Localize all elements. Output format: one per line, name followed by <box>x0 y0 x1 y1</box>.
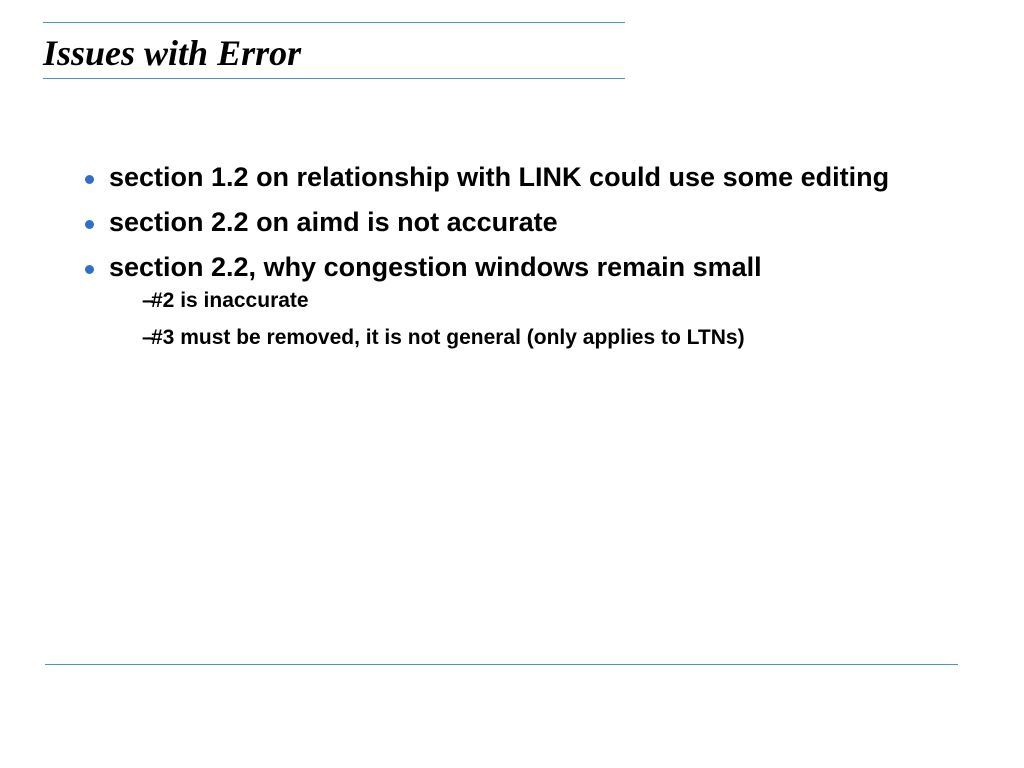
dash-icon: – <box>142 289 154 312</box>
sub-bullet-item <box>119 325 924 351</box>
bullet-item <box>84 160 924 194</box>
title-underline-rule <box>43 78 625 79</box>
dash-icon: – <box>142 326 154 349</box>
sub-bullet-item <box>119 288 924 314</box>
bullet-dot-icon <box>85 265 94 274</box>
sub-bullet-list <box>109 288 924 351</box>
bullet-dot-icon <box>85 220 94 229</box>
top-rule <box>43 22 625 23</box>
sub-bullet-text: #2 is inaccurate <box>151 289 309 312</box>
bullet-item <box>84 250 924 351</box>
bullet-text: section 2.2 on aimd is not accurate <box>109 207 558 237</box>
sub-bullet-text: #3 must be removed, it is not general (only applies to LTNs) <box>151 326 745 349</box>
bullet-list <box>84 160 924 362</box>
slide-title: Issues with Error <box>43 33 302 73</box>
bullet-text: section 2.2, why congestion windows remain small <box>109 252 762 282</box>
bottom-rule <box>45 664 958 665</box>
bullet-text: section 1.2 on relationship with LINK could use some editing <box>109 162 890 192</box>
bullet-dot-icon <box>85 175 94 184</box>
bullet-item <box>84 205 924 239</box>
